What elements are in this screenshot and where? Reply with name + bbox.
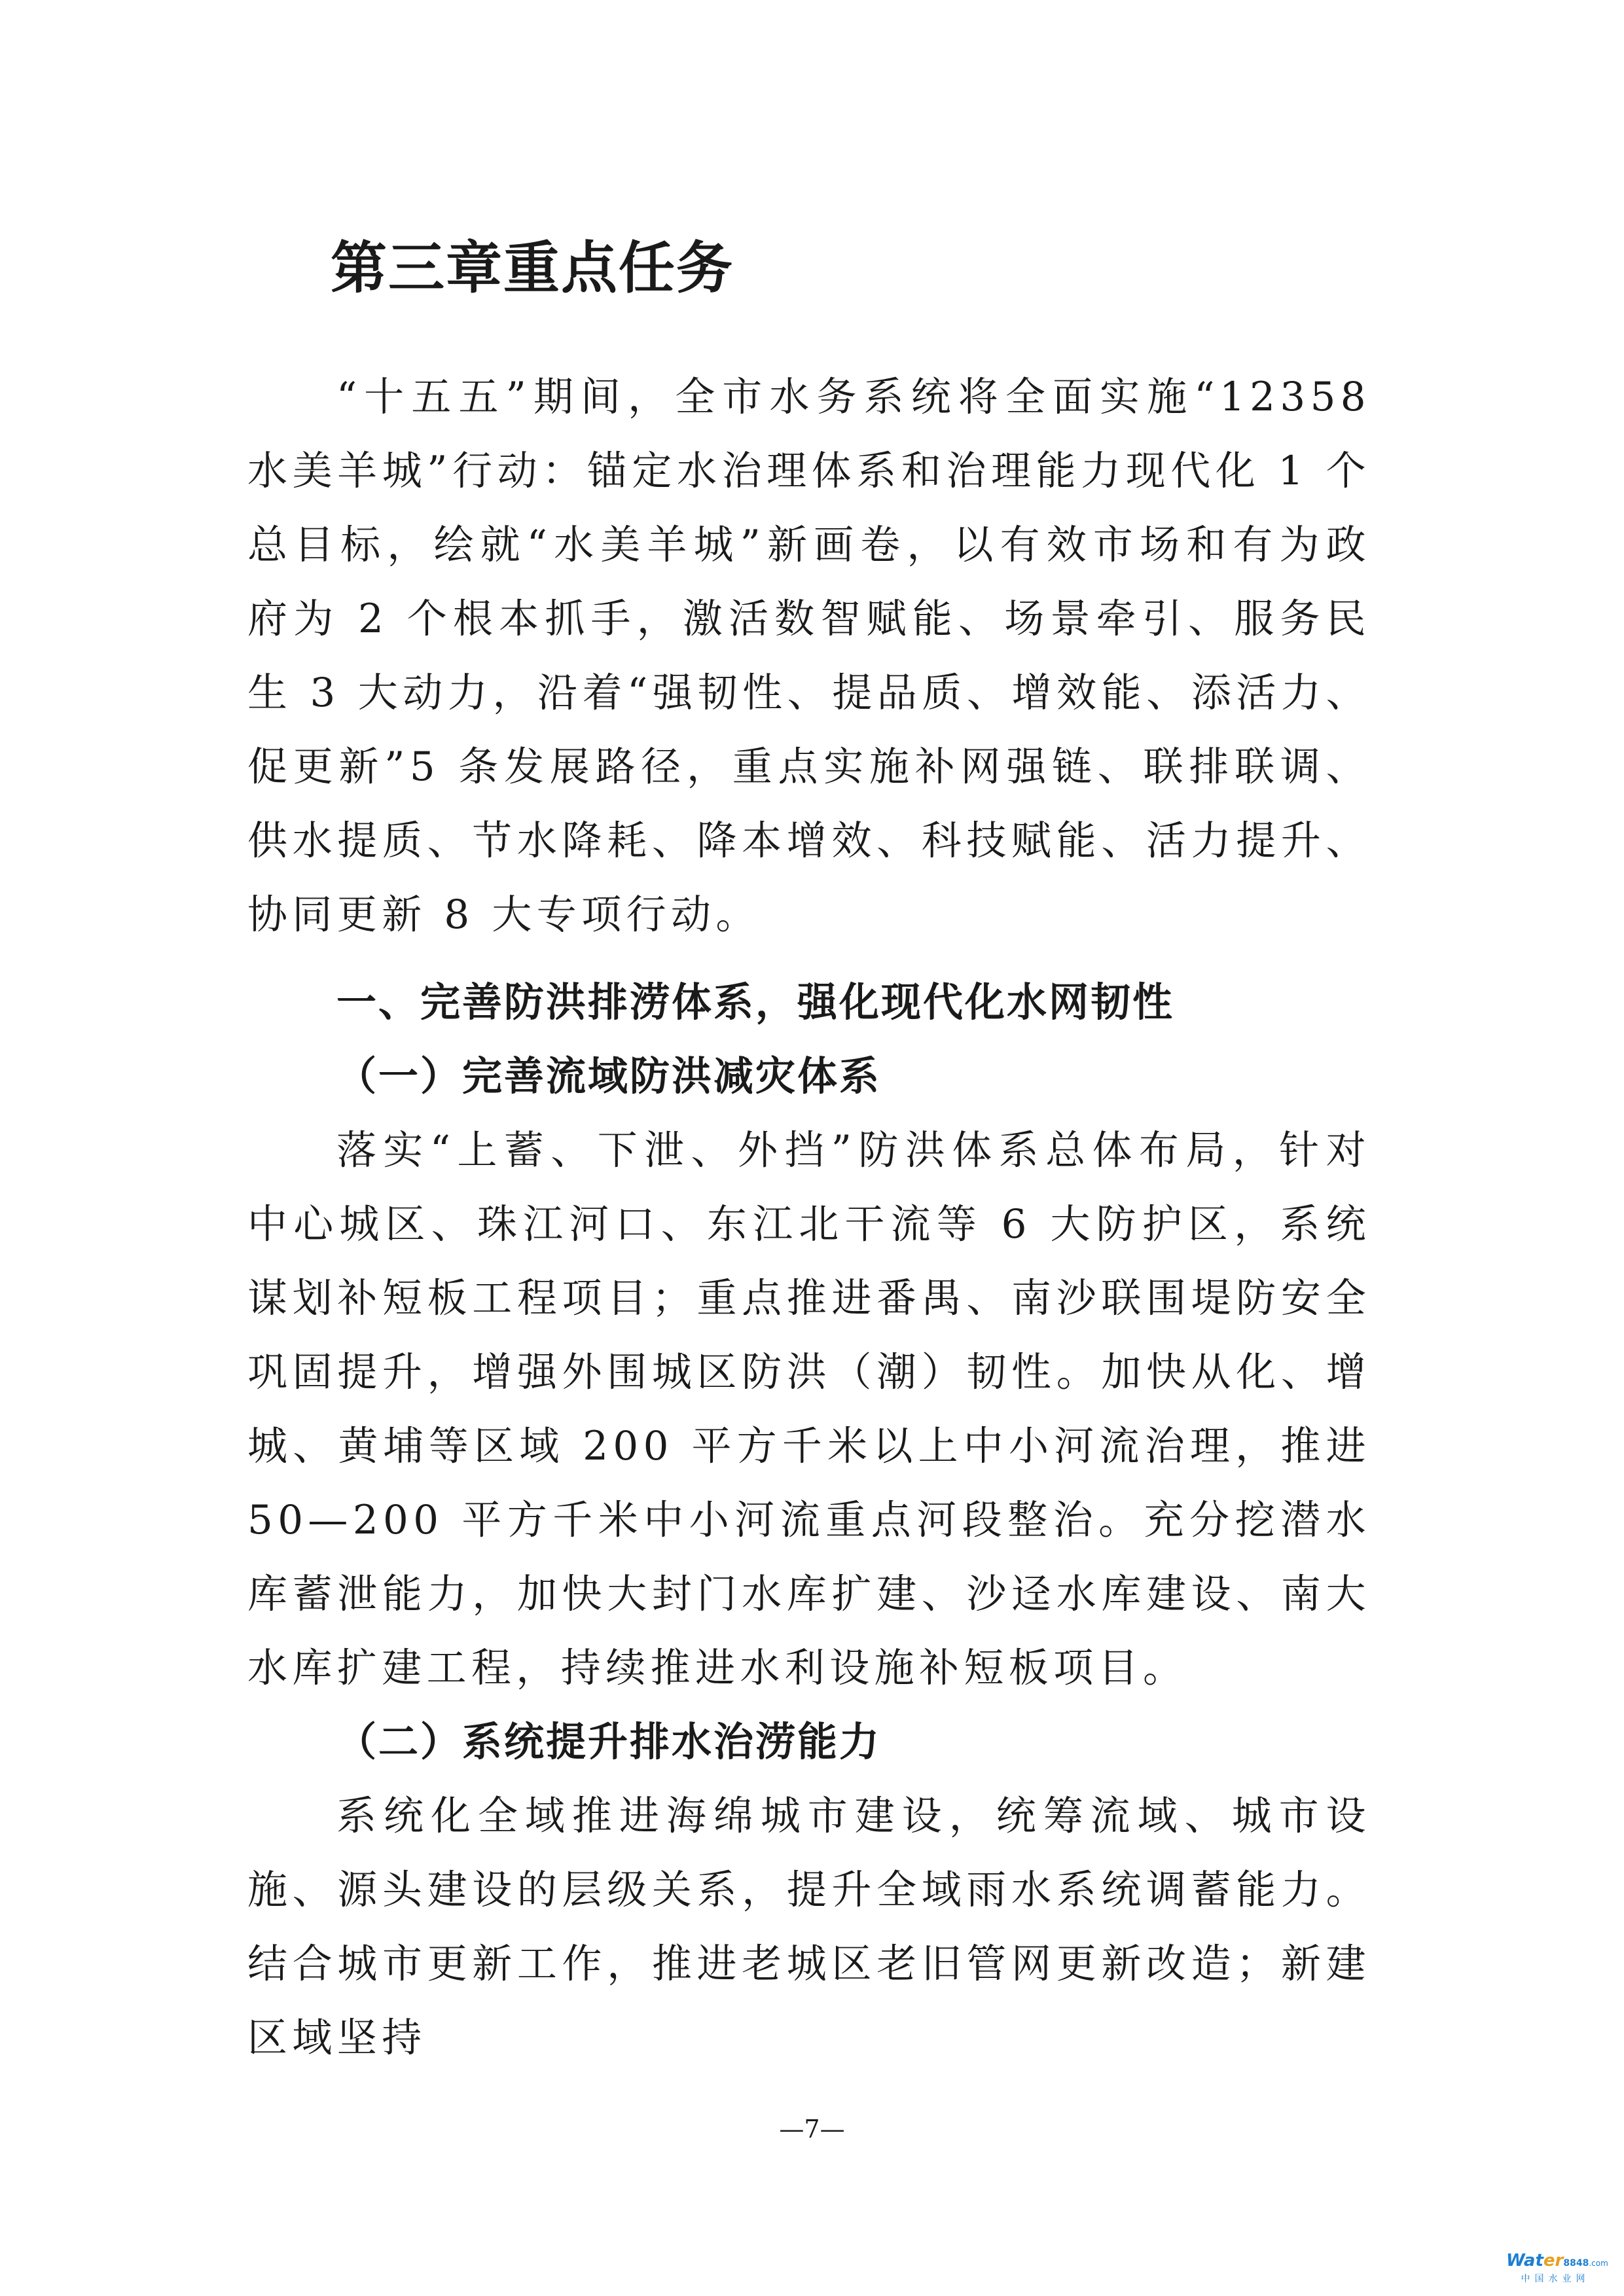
subsection-heading: （二）系统提升排水治涝能力 bbox=[336, 1719, 882, 1765]
subsection-heading: （一）完善流域防洪减灾体系 bbox=[336, 1053, 882, 1100]
watermark-wordmark bbox=[1506, 2251, 1608, 2272]
subsection-paragraph: 系统化全域推进海绵城市建设，统筹流域、城市设施、源头建设的层级关系，提升全域雨水系统调蓄能力。结合城市更新工作，推进老城区老旧管网更新改造；新建区域坚持 bbox=[247, 1793, 1371, 2061]
subsection-paragraph: 落实“上蓄、下泄、外挡”防洪体系总体布局，针对中心城区、珠江河口、东江北干流等 6 大防护区，系统谋划补短板工程项目；重点推进番禺、南沙联围堤防安全巩固提升，增强外围城区防洪（潮）韧性。加快从化、增城、黄埔等区域 200 平方千米以上中小河流治理，推进 50—200 平方千米中小河流重点河段整治。充分挖潜水库蓄泄能力，加快大封门水库扩建、沙迳水库建设、南大水库扩建工程，持续推进水利设施补短板项目。 bbox=[247, 1127, 1371, 1691]
page-number: —7— bbox=[779, 2115, 845, 2144]
watermark-word-main: Wat bbox=[1506, 2251, 1543, 2270]
watermark-logo bbox=[1506, 2251, 1608, 2288]
watermark-word-accent: er bbox=[1543, 2251, 1564, 2270]
watermark-word-tail: .com bbox=[1589, 2259, 1608, 2268]
watermark-word-suffix: 8848 bbox=[1563, 2258, 1589, 2269]
intro-paragraph: “十五五”期间，全市水务系统将全面实施“12358 水美羊城”行动：锚定水治理体系和治理能力现代化 1 个总目标，绘就“水美羊城”新画卷，以有效市场和有为政府为 2 个根本抓手，激活数智赋能、场景牵引、服务民生 3 大动力，沿着“强韧性、提品质、增效能、添活力、促更新”5 条发展路径，重点实施补网强链、联排联调、供水提质、节水降耗、降本增效、科技赋能、活力提升、协同更新 8 大专项行动。 bbox=[247, 374, 1371, 938]
section-heading: 一、完善防洪排涝体系，强化现代化水网韧性 bbox=[336, 979, 1175, 1026]
watermark-subtitle: 中国水业网 bbox=[1521, 2274, 1590, 2284]
chapter-title: 第三章重点任务 bbox=[331, 235, 734, 301]
